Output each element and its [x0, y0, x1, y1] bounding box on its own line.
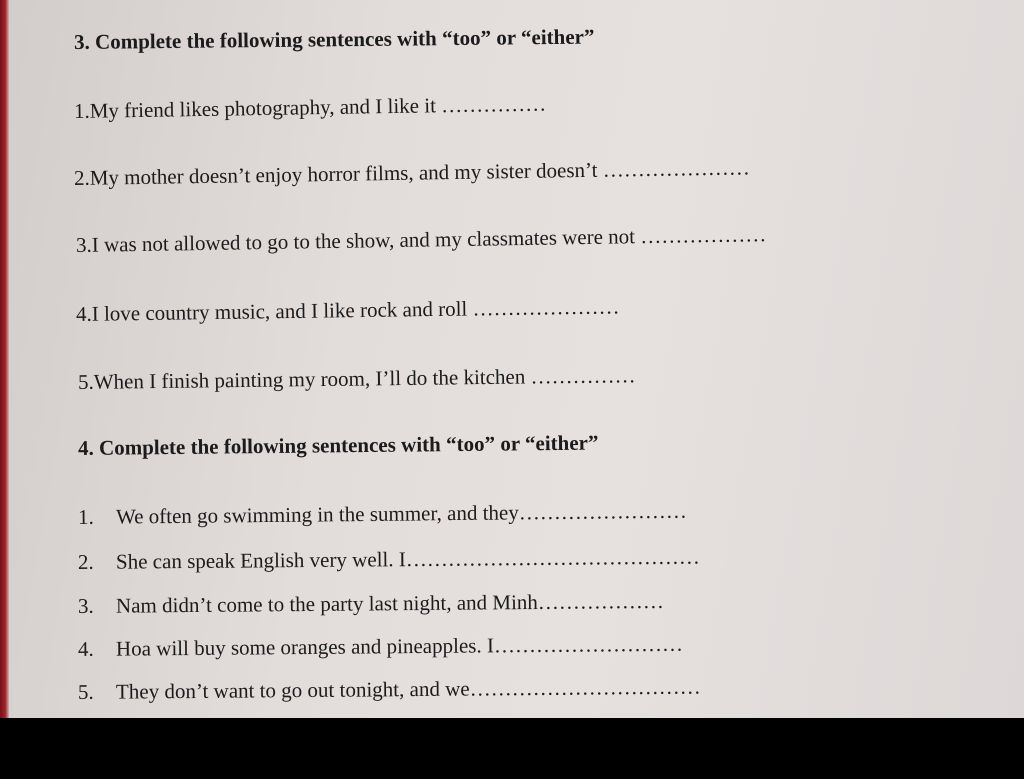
section3-item-5-blank: …………… [530, 363, 636, 389]
section4-item-4-number: 4. [77, 636, 94, 661]
section4-heading: 4. Complete the following sentences with “too” or “either” [77, 430, 599, 460]
section3-item-2 [74, 155, 750, 191]
section3-item-3 [76, 222, 767, 258]
section4-item-4-text: Hoa will buy some oranges and pineapples. I [115, 633, 495, 661]
section4-item-1-number: 1. [77, 504, 94, 529]
section4-item-3 [78, 589, 664, 619]
section4-item-4 [78, 632, 683, 662]
section4-item-5-text: They don’t want to go out tonight, and we [115, 676, 470, 704]
section3-item-4-blank: ………………… [472, 294, 620, 321]
red-page-edge [0, 0, 9, 718]
section3-heading: 3. Complete the following sentences with “too” or “either” [73, 24, 595, 54]
section4-item-2-number: 2. [77, 549, 94, 574]
section4-item-5-number: 5. [77, 679, 94, 704]
section3-item-5 [78, 363, 636, 395]
section4-item-5-blank: …………………………… [469, 674, 701, 701]
section3-item-4 [76, 294, 620, 327]
section3-item-5-text: 5.When I finish painting my room, I’ll do the kitchen [77, 364, 531, 394]
section4-item-2 [78, 545, 700, 575]
section4-item-2-text: She can speak English very well. I [115, 547, 406, 574]
section4-item-5 [78, 675, 701, 705]
section3-item-4-text: 4.I love country music, and I like rock and roll [75, 296, 473, 326]
section3-item-1 [74, 92, 547, 124]
section4-item-2-blank: …………………………………… [405, 544, 700, 572]
section4-item-3-number: 3. [77, 593, 94, 618]
section3-item-3-text: 3.I was not allowed to go to the show, and my classmates were not [75, 224, 641, 257]
section4-item-3-blank: ……………… [537, 588, 664, 614]
section4-item-1-text: We often go swimming in the summer, and they [115, 500, 519, 529]
section4-item-1-blank: …………………… [518, 498, 687, 525]
section4-item-4-blank: ……………………… [493, 631, 683, 658]
section3-item-3-blank: ……………… [640, 222, 767, 249]
section3-item-1-text: 1.My friend likes photography, and I like it [73, 93, 442, 123]
section4-item-3-text: Nam didn’t come to the party last night, and Minh [115, 589, 538, 618]
section3-item-2-text: 2.My mother doesn’t enjoy horror films, and my sister doesn’t [73, 157, 603, 190]
black-bottom-bar [0, 718, 1024, 779]
section3-item-1-blank: …………… [440, 91, 547, 118]
section4-item-1 [78, 499, 687, 530]
section3-item-2-blank: ………………… [602, 155, 750, 182]
